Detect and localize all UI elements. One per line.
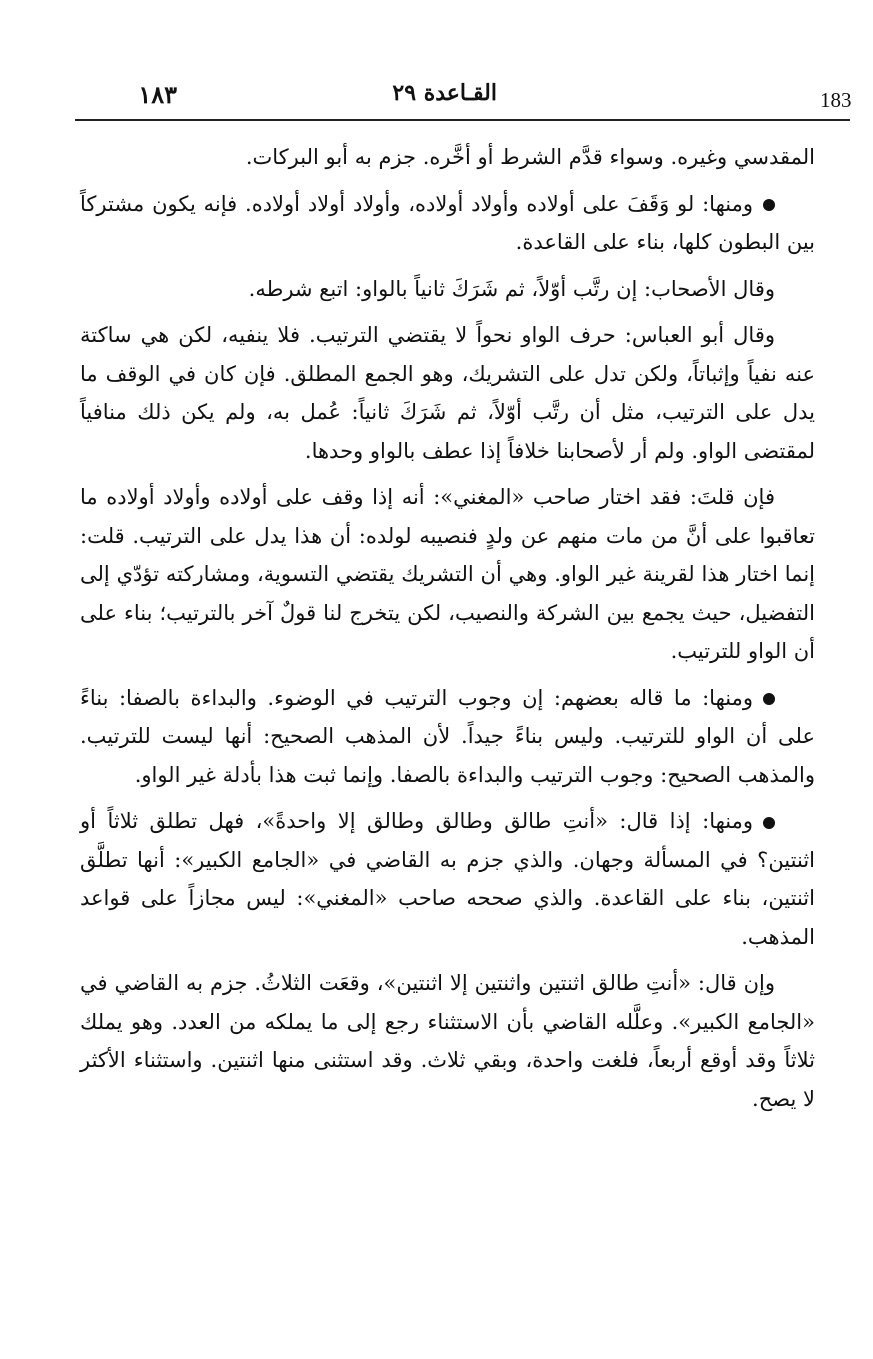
paragraph-text: فإن قلتَ: فقد اختار صاحب «المغني»: أنه إذا وقف على أولاده وأولاد أولاده ما تعاقبوا على أنَّ من مات منهم عن ولدٍ فنصيبه لولده: أن هذا يدل على الترتيب. قلت: إنما اختار هذا لقرينة غير الواو. وهي أن التشريك يقتضي التسوية، ومشاركته تؤدّي إلى التفضيل، حيث يجمع بين الشركة والنصيب، لكن يتخرج لنا قولٌ آخر بالترتيب؛ بناء على أن الواو للترتيب. bbox=[80, 485, 815, 663]
paragraph-5 bbox=[80, 478, 815, 671]
running-header bbox=[75, 80, 847, 114]
paragraph-text: وإن قال: «أنتِ طالق اثنتين واثنتين إلا اثنتين»، وقعَت الثلاثُ. جزم به القاضي في «الجامع الكبير». وعلَّله القاضي بأن الاستثناء رجع إلى ما يملكه من العدد. وهو يملك ثلاثاً وقد أوقع أربعاً، فلغت واحدة، وبقي ثلاث. وقد استثنى منها اثنتين. واستثناء الأكثر لا يصح. bbox=[80, 971, 815, 1111]
page-body bbox=[80, 138, 815, 1118]
chapter-title: القـاعدة ٢٩ bbox=[392, 80, 497, 106]
paragraph-4 bbox=[80, 316, 815, 470]
paragraph-1 bbox=[80, 138, 815, 177]
paragraph-2 bbox=[80, 185, 815, 262]
bullet-icon bbox=[763, 693, 775, 705]
bullet-icon bbox=[763, 199, 775, 211]
bullet-icon bbox=[763, 817, 775, 829]
paragraph-8 bbox=[80, 964, 815, 1118]
paragraph-6 bbox=[80, 679, 815, 795]
paragraph-text: المقدسي وغيره. وسواء قدَّم الشرط أو أخَّره. جزم به أبو البركات. bbox=[245, 145, 815, 169]
header-divider bbox=[75, 119, 850, 121]
paragraph-text: ومنها: إذا قال: «أنتِ طالق وطالق وطالق إلا واحدةً»، فهل تطلق ثلاثاً أو اثنتين؟ في المسألة وجهان. والذي جزم به القاضي في «الجامع الكبير»: أنها تطلَّق اثنتين، بناء على القاعدة. والذي صححه صاحب «المغني»: ليس مجازاً على قواعد المذهب. bbox=[80, 809, 815, 949]
paragraph-text: ومنها: لو وَقَفَ على أولاده وأولاد أولاده، وأولاد أولاد أولاده. فإنه يكون مشتركاً بين البطون كلها، بناء على القاعدة. bbox=[80, 191, 815, 254]
paragraph-7 bbox=[80, 802, 815, 956]
page-number-arabic: ١٨٣ bbox=[138, 80, 177, 109]
paragraph-text: وقال أبو العباس: حرف الواو نحواً لا يقتضي الترتيب. فلا ينفيه، لكن هي ساكتة عنه نفياً وإثباتاً، ولكن تدل على التشريك، وهو الجمع المطلق. فإن كان في الوقف ما يدل على الترتيب، مثل أن رتَّب أوّلاً، ثم شَرَكَ ثانياً: عُمل به، ولم يكن ذلك منافياً لمقتضى الواو. ولم أر لأصحابنا خلافاً إذا عطف بالواو وحدها. bbox=[80, 323, 815, 463]
paragraph-3 bbox=[80, 270, 815, 309]
page-number-latin: 183 bbox=[820, 88, 852, 112]
paragraph-text: ومنها: ما قاله بعضهم: إن وجوب الترتيب في الوضوء. والبداءة بالصفا: بناءً على أن الواو للترتيب. وليس بناءً جيداً. لأن المذهب الصحيح: أنها ليست للترتيب. والمذهب الصحيح: وجوب الترتيب والبداءة بالصفا. وإنما ثبت هذا بأدلة غير الواو. bbox=[80, 685, 815, 787]
paragraph-text: وقال الأصحاب: إن رتَّب أوّلاً، ثم شَرَكَ ثانياً بالواو: اتبع شرطه. bbox=[248, 276, 775, 301]
